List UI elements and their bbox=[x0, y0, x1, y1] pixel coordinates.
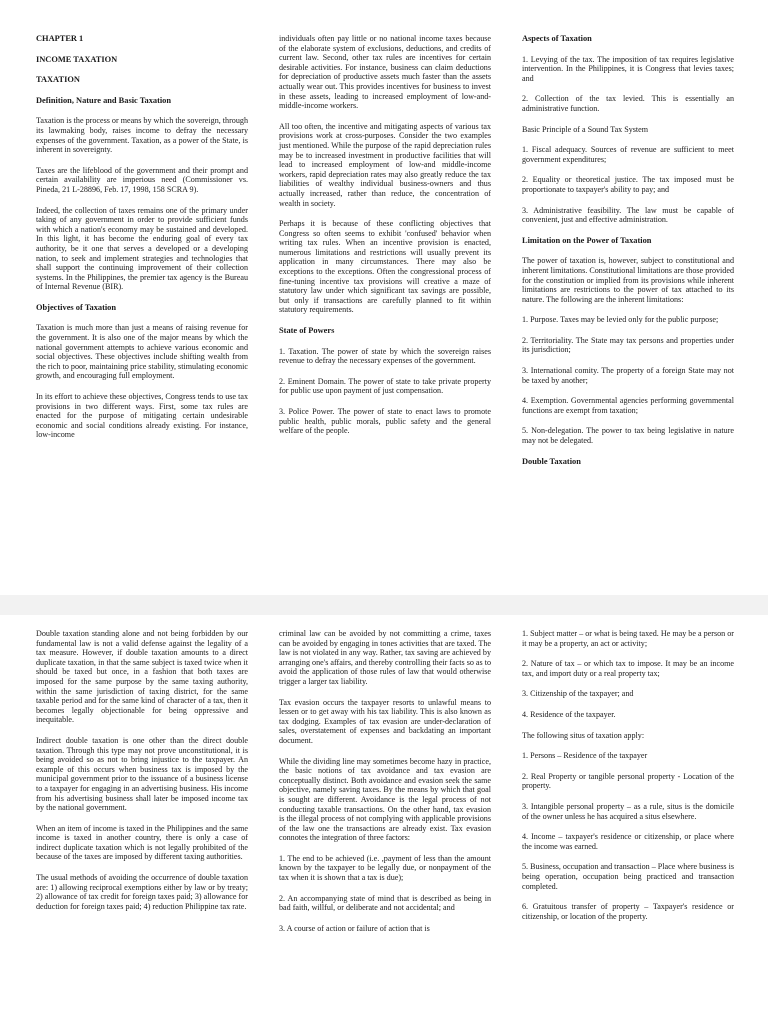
paragraph: 5. Non-delegation. The power to tax being legislative in nature may not be delegated. bbox=[522, 426, 734, 446]
paragraph: 2. Territoriality. The State may tax persons and properties under its jurisdiction; bbox=[522, 335, 734, 355]
paragraph: Perhaps it is because of these conflicting objectives that Congress so often seems to exhibit 'confused' behavior when writing tax rules. When an incentive provision is enacted, numerous limitations and restrictions will usually prevent its application in many circumstances. There may also be exceptions to the exceptions. Often the congressional process of fine-tuning incentive tax provisions will creative a maze of statutory law under which significant tax savings are possible, but only if transactions are carefully planned to fit within statutory requirements. bbox=[279, 219, 491, 315]
paragraph: 2. An accompanying state of mind that is described as being in bad faith, willful, or deliberate and not accidental; and bbox=[279, 893, 491, 913]
paragraph: 3. Administrative feasibility. The law must be capable of convenient, just and effective administration. bbox=[522, 205, 734, 225]
page1-column-2 bbox=[279, 34, 491, 447]
paragraph: 1. Fiscal adequacy. Sources of revenue are sufficient to meet government expenditures; bbox=[522, 145, 734, 164]
paragraph: All too often, the incentive and mitigating aspects of various tax provisions work at cross-purposes. Consider the two examples just mentioned. While the purpose of the rapid depreciation rules may be to increased investment in productive facilities that will lead to increased employment of low-and middle-income workers, rapid depreciation rates may also greatly reduce the tax liabilities of wealthy individual business-owners and thus actually increased, rather than reduce, the concentration of wealth in society. bbox=[279, 121, 491, 208]
paragraph: 5. Business, occupation and transaction – Place where business is being operation, occupation being practiced and transaction completed. bbox=[522, 862, 734, 891]
paragraph: 3. Police Power. The power of state to enact laws to promote public health, public morals, public safety and the general welfare of the people. bbox=[279, 407, 491, 436]
section-heading: TAXATION bbox=[36, 75, 80, 85]
page-gap bbox=[0, 595, 768, 615]
paragraph: Taxation is much more than just a means of raising revenue for the government. It is also one of the major means by which the national government attempts to achieve various economic and social objectives. These objectives include shifting wealth from the rich to poor, maintaining price stability, stimulating economic growth, and encouraging full employment. bbox=[36, 323, 248, 381]
section-heading: Double Taxation bbox=[522, 456, 581, 466]
section-heading: Aspects of Taxation bbox=[522, 34, 592, 43]
page2-column-3 bbox=[522, 629, 734, 932]
paragraph: 1. Taxation. The power of state by which the sovereign raises revenue to defray the necessary expenses of the government. bbox=[279, 346, 491, 366]
document-page-2 bbox=[0, 615, 768, 1024]
section-heading: INCOME TAXATION bbox=[36, 54, 118, 64]
paragraph: 3. Citizenship of the taxpayer; and bbox=[522, 689, 634, 699]
paragraph: When an item of income is taxed in the Philippines and the same income is taxed in another country, there is only a case of indirect duplicate taxation which is not legally prohibited of the because of the taxes are imposed by different taxing authorities. bbox=[36, 823, 248, 862]
paragraph: 4. Exemption. Governmental agencies performing governmental functions are exempt from taxation; bbox=[522, 396, 734, 415]
paragraph: 1. Levying of the tax. The imposition of tax requires legislative intervention. In the Philippines, it is Congress that levies taxes; and bbox=[522, 54, 734, 83]
paragraph: Taxation is the process or means by which the sovereign, through its lawmaking body, raises income to defray the necessary expenses of the government. Taxation, as a power of the State, is inherent in sovereignty. bbox=[36, 116, 248, 155]
section-heading: Limitation on the Power of Taxation bbox=[522, 235, 652, 245]
paragraph: 6. Gratuitous transfer of property – Taxpayer's residence or citizenship, or location of the property. bbox=[522, 902, 734, 921]
paragraph: 3. International comity. The property of a foreign State may not be taxed by another; bbox=[522, 366, 734, 385]
paragraph: criminal law can be avoided by not committing a crime, taxes can be avoided by engaging in tones activities that are taxed. The law is not violated in any way. Rather, tax saving are achieved by arranging one's affairs, and thereby controlling their facts so as to avoid the application of those rules of law that would otherwise trigger a larger tax liability. bbox=[279, 629, 491, 686]
section-heading: Definition, Nature and Basic Taxation bbox=[36, 95, 172, 105]
paragraph: The power of taxation is, however, subject to constitutional and inherent limitations. Constitutional limitations are those provided for the constitution or implied from its provisions while inherent limitations are restrictions to the power of tax attached to its nature. The following are the inherent limitations: bbox=[522, 256, 734, 304]
page1-column-1 bbox=[36, 34, 248, 451]
paragraph: Tax evasion occurs the taxpayer resorts to unlawful means to lessen or to get away with his tax liability. This is also known as tax dodging. Examples of tax evasion are under-declaration of sales, overstatement of expenses and backdating an important document. bbox=[279, 697, 491, 745]
paragraph: 1. Persons – Residence of the taxpayer bbox=[522, 751, 648, 761]
paragraph: While the dividing line may sometimes become hazy in practice, the basic notions of tax avoidance and tax evasion are conceptually distinct. Both avoidance and evasion seek the same objective, namely saving taxes. By the means by which that goal is sought are different. Avoidance is the legal process of not conducting taxable transactions. On the other hand, tax evasion is the illegal process of not complying with applicable provisions of the law one the transactions are already exist. Tax evasion connotes the integration of three factors: bbox=[279, 756, 491, 843]
paragraph: Indirect double taxation is one other than the direct double taxation. Through this type may not prove unconstitutional, it is being avoided so as not to bring injustice to the taxpayer. An example of this occurs when business tax is imposed by the municipal government prior to the issuance of a business license to a taxpayer for engaging in an advertising business. His income from his advertising business shall later be imposed income tax by the national government. bbox=[36, 735, 248, 813]
paragraph: Double taxation standing alone and not being forbidden by our fundamental law is not a valid defense against the legality of a tax measure. However, if double taxation amounts to a direct duplicate taxation, in that the same subject is taxed twice when it should be taxed but once, in a fashion that both taxes are imposed for the same purpose by the same taxing authority, within the same jurisdiction of taxing district, for the same taxable period and for the same kind of character of a tax, then it becomes legally objectionable for being oppressive and inequitable. bbox=[36, 629, 248, 725]
paragraph: individuals often pay little or no national income taxes because of the elaborate system of exclusions, deductions, and credits of current law. Second, other tax rules are incentives for certain desirable activities. For instance, business can claim deductions for depreciation of productive assets much faster than the assets actually wear out. This provides incentives for business to invest in these assets, leading to increased employment of low-and-middle-income workers. bbox=[279, 34, 491, 111]
paragraph: 3. Intangible personal property – as a rule, situs is the domicile of the owner unless he has acquired a situs elsewhere. bbox=[522, 801, 734, 821]
paragraph: Taxes are the lifeblood of the government and their prompt and certain availability are imperious need (Commissioner vs. Pineda, 21 L-28896, Feb. 17, 1998, 158 SCRA 9). bbox=[36, 165, 248, 194]
page2-column-2 bbox=[279, 629, 491, 944]
paragraph: In its effort to achieve these objectives, Congress tends to use tax provisions in two different ways. First, some tax rules are enacted for the purpose of mitigating certain undesirable economic and social conditions already existing. For instance, low-income bbox=[36, 392, 248, 440]
paragraph: 1. Subject matter – or what is being taxed. He may be a person or it may be a property, an act or activity; bbox=[522, 629, 734, 648]
paragraph: The usual methods of avoiding the occurrence of double taxation are: 1) allowing reciprocal exemptions either by law or by treaty; 2) allowance of tax credit for foreign taxes paid; 3) allowance for deduction for foreign taxes paid; 4) reduction Philippine tax rate. bbox=[36, 873, 248, 911]
paragraph: 1. Purpose. Taxes may be levied only for the public purpose; bbox=[522, 315, 719, 325]
paragraph: 3. A course of action or failure of action that is bbox=[279, 923, 430, 933]
paragraph: 2. Real Property or tangible personal property - Location of the property. bbox=[522, 771, 734, 791]
paragraph: The following situs of taxation apply: bbox=[522, 730, 645, 740]
paragraph: 1. The end to be achieved (i.e. ,payment of less than the amount known by the taxpayer to be legally due, or nonpayment of the tax when it is shown that a tax is due); bbox=[279, 853, 491, 883]
paragraph: 2. Eminent Domain. The power of state to take private property for public use upon payment of just compensation. bbox=[279, 376, 491, 396]
section-heading: State of Powers bbox=[279, 326, 335, 336]
paragraph: 4. Residence of the taxpayer. bbox=[522, 709, 616, 719]
section-heading: CHAPTER 1 bbox=[36, 34, 84, 43]
paragraph: 2. Collection of the tax levied. This is essentially an administrative function. bbox=[522, 94, 734, 113]
paragraph: Indeed, the collection of taxes remains one of the primary under taking of any government in order to provide sufficient funds with which a nation's economy may be sustained and developed. In this light, it has become the enduring goal of every tax authority, be it one that serves a developed or a developing nation, to seek and implement strategies and technologies that shall support the continuing improvement of their collection systems. In the Philippines, the premier tax agency is the Bureau of Internal Revenue (BIR). bbox=[36, 205, 248, 292]
paragraph: Basic Principle of a Sound Tax System bbox=[522, 124, 649, 134]
section-heading: Objectives of Taxation bbox=[36, 302, 117, 312]
page1-column-3 bbox=[522, 34, 734, 477]
page2-column-1 bbox=[36, 629, 248, 922]
paragraph: 4. Income – taxpayer's residence or citizenship, or place where the income was earned. bbox=[522, 832, 734, 851]
paragraph: 2. Nature of tax – or which tax to impose. It may be an income tax, and import duty or a real property tax; bbox=[522, 659, 734, 678]
paragraph: 2. Equality or theoretical justice. The tax imposed must be proportionate to taxpayer's ability to pay; and bbox=[522, 175, 734, 194]
